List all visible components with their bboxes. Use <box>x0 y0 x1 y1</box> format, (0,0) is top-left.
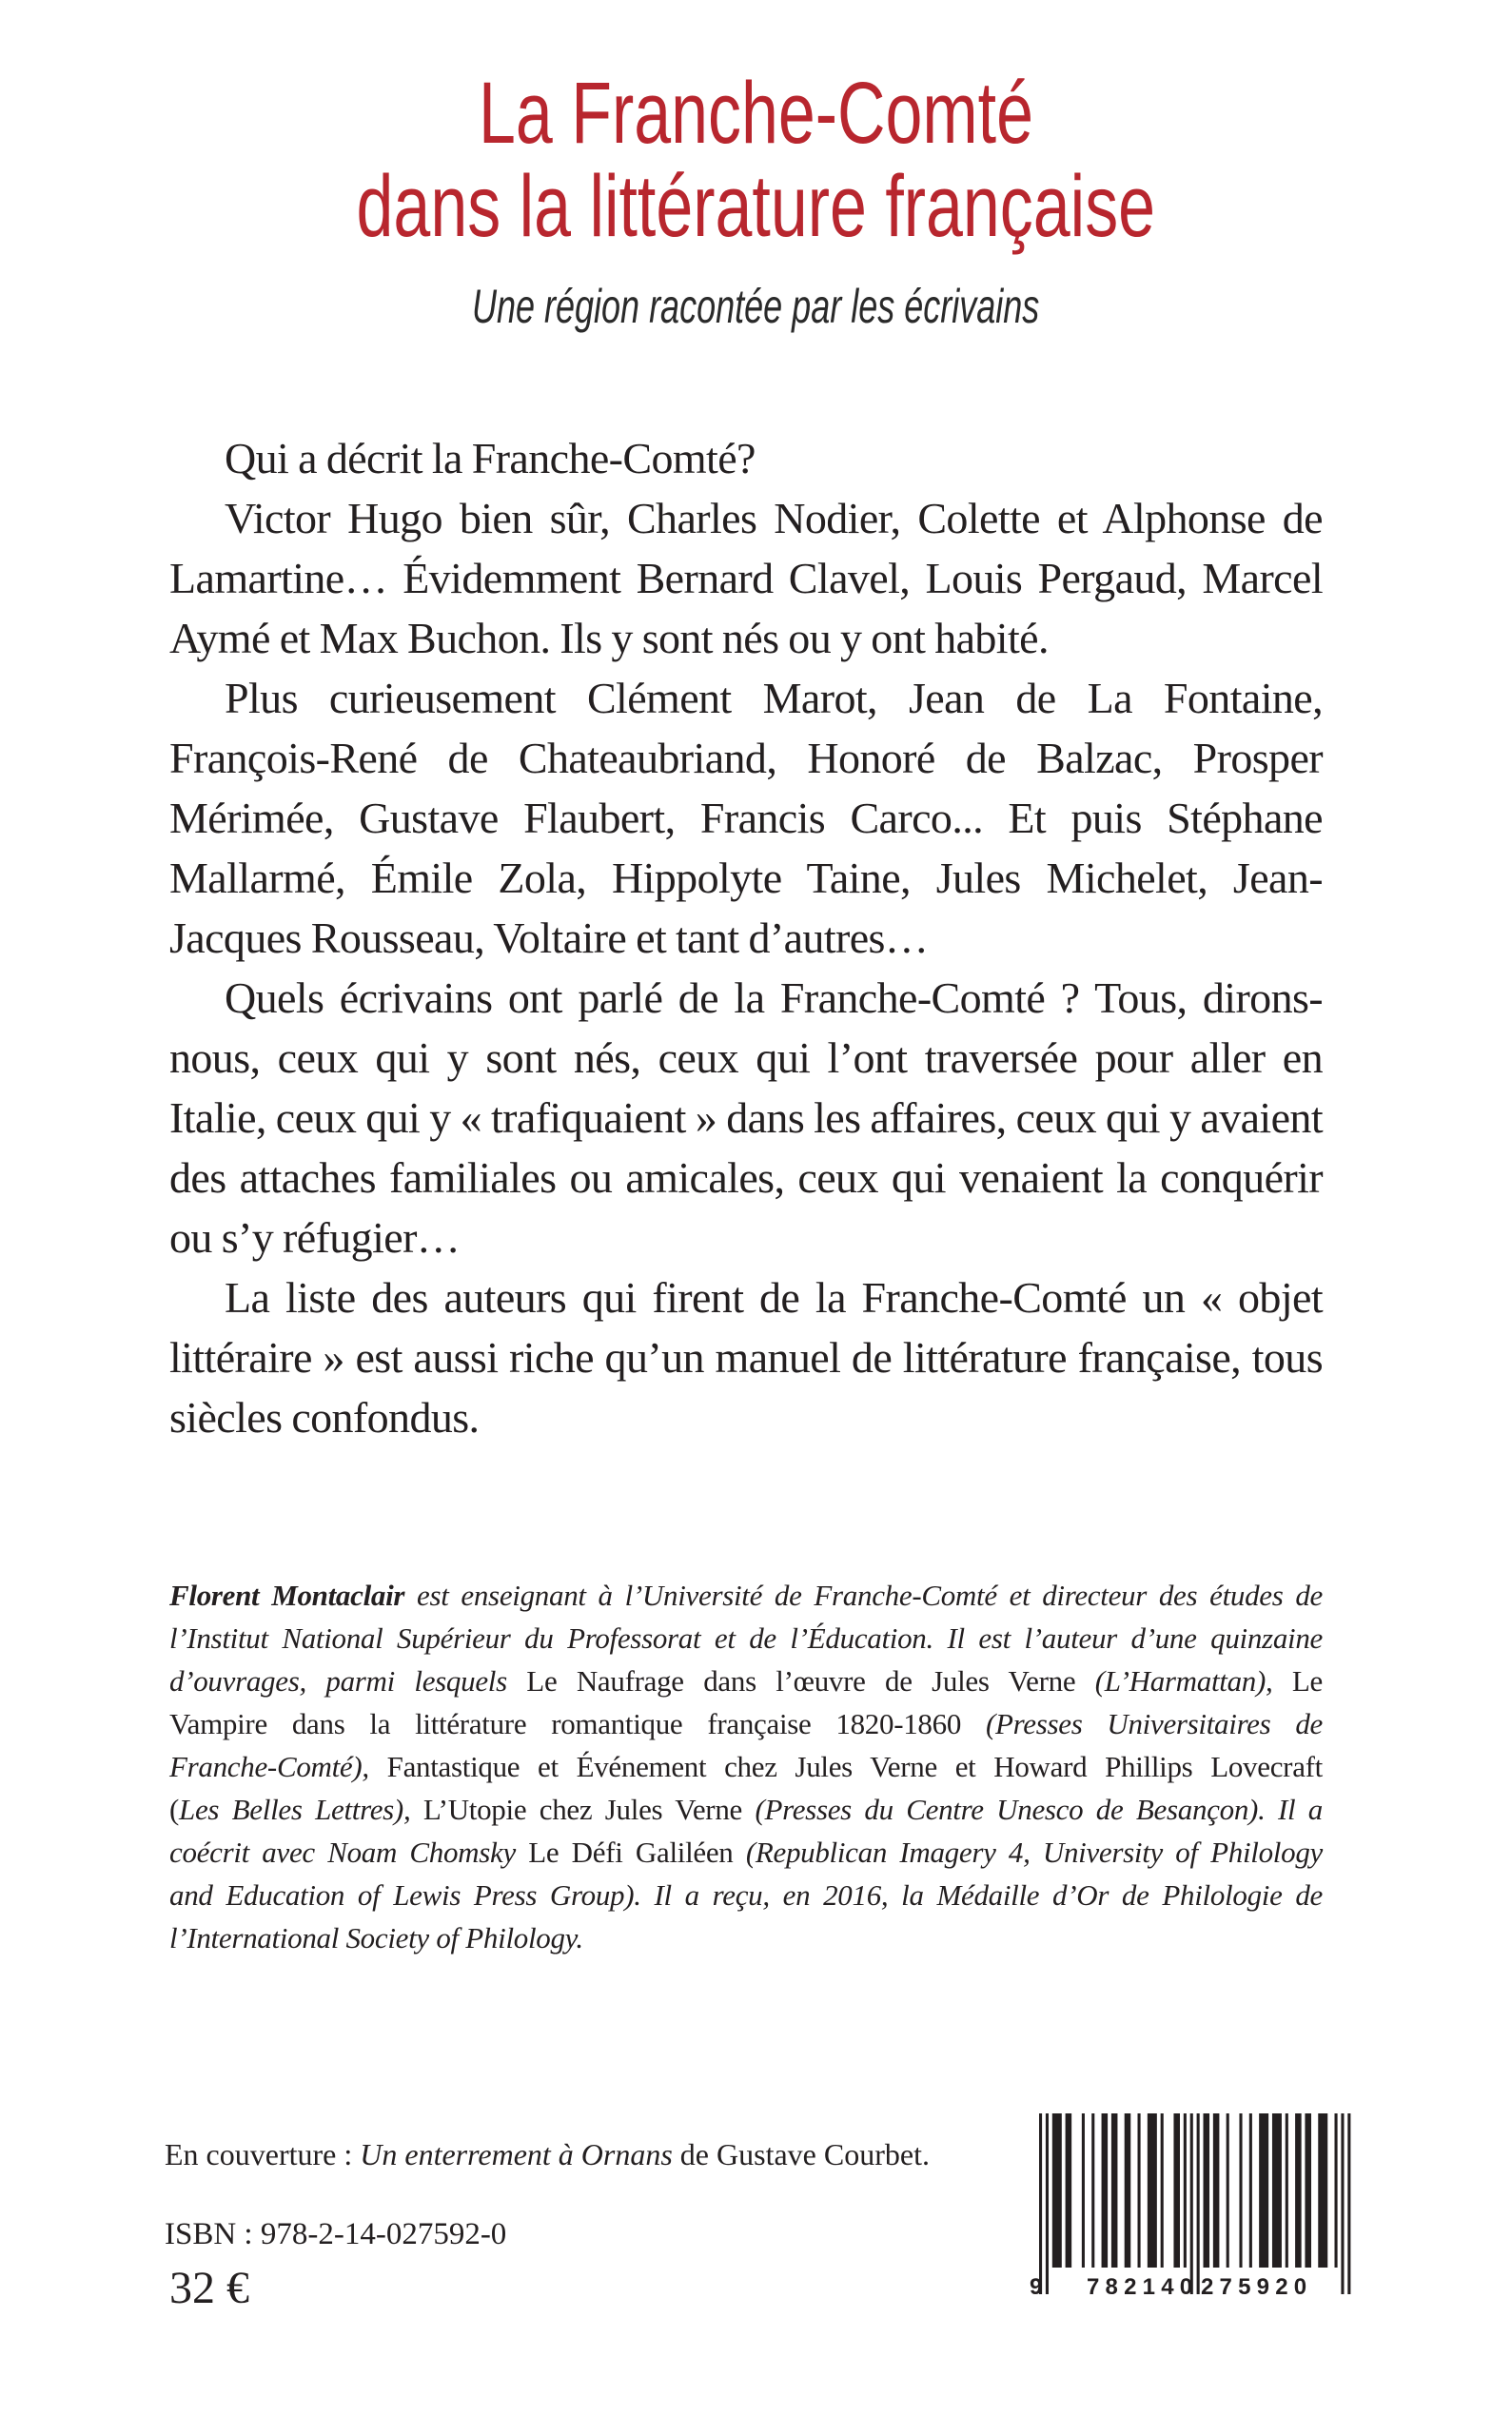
barcode-bar <box>1305 2113 1311 2268</box>
blurb-text <box>169 428 1323 1447</box>
bio-line <box>169 1617 1323 1660</box>
barcode-bar <box>1052 2113 1062 2268</box>
barcode-bar <box>1173 2113 1180 2268</box>
bio-text-run: d’ouvrages, parmi lesquels <box>169 1664 507 1698</box>
bio-text-run: Les Belles Lettres), <box>179 1793 411 1826</box>
book-title-line-1 <box>0 65 1512 162</box>
blurb-line: Jacques Rousseau, Voltaire et tant d’autres… <box>169 913 929 962</box>
barcode-guard-bar <box>1341 2113 1344 2294</box>
book-title-line-1-text: La Franche-Comté <box>479 65 1033 162</box>
bio-text-run: and Education of Lewis Press Group). Il a reçu, en 2016, la Médaille d’Or de Philologie de <box>169 1878 1323 1912</box>
book-subtitle-text: Une région racontée par les écrivains <box>472 280 1040 333</box>
bio-text-run: ( <box>169 1793 180 1826</box>
barcode-bar <box>1259 2113 1268 2268</box>
bio-text-run: est enseignant à l’Université de Franche-Comté et directeur des études de <box>404 1579 1324 1612</box>
book-subtitle <box>0 280 1512 333</box>
book-title-line-2 <box>0 158 1512 255</box>
blurb-line: littéraire » est aussi riche qu’un manuel de littérature française, tous <box>169 1333 1323 1382</box>
isbn: ISBN : 978-2-14-027592-0 <box>165 2217 507 2251</box>
blurb-line: Lamartine… Évidemment Bernard Clavel, Louis Pergaud, Marcel <box>169 554 1323 602</box>
price: 32 € <box>169 2263 249 2313</box>
blurb-line: Mallarmé, Émile Zola, Hippolyte Taine, Jules Michelet, Jean- <box>169 854 1323 902</box>
isbn-barcode <box>1018 2108 1361 2303</box>
bio-line <box>169 1574 1323 1617</box>
blurb-line: Qui a décrit la Franche-Comté? <box>225 434 756 482</box>
barcode-guard-bar <box>1046 2113 1049 2294</box>
bio-line <box>169 1874 1323 1916</box>
barcode-bar <box>1249 2113 1252 2268</box>
blurb-line: ou s’y réfugier… <box>169 1213 461 1262</box>
barcode-bar <box>1066 2113 1072 2268</box>
barcode-bar <box>1335 2113 1338 2268</box>
bio-line <box>169 1745 1323 1788</box>
blurb-line: nous, ceux qui y sont nés, ceux qui l’ont traversée pour aller en <box>169 1033 1323 1082</box>
barcode-guard-bar <box>1190 2113 1193 2294</box>
cover-credit <box>165 2137 930 2171</box>
bio-text-run: Le Défi Galiléen <box>515 1836 746 1869</box>
barcode-bar <box>1239 2113 1242 2268</box>
author-name: Florent Montaclair <box>169 1579 405 1612</box>
barcode-bar <box>1286 2113 1288 2268</box>
barcode-bar <box>1272 2113 1282 2268</box>
bio-line <box>169 1788 1323 1831</box>
cover-credit-suffix: de Gustave Courbet. <box>672 2137 930 2171</box>
book-title-line-2-text: dans la littérature française <box>356 158 1156 255</box>
bio-text-run: L’Utopie chez Jules Verne <box>410 1793 756 1826</box>
bio-text-run: l’Institut National Supérieur du Professorat et de l’Éducation. Il est l’auteur d’une quinzaine <box>169 1621 1323 1655</box>
bio-text-run: (Presses Universitaires de <box>985 1707 1323 1740</box>
blurb-line: Plus curieusement Clément Marot, Jean de La Fontaine, <box>225 674 1323 722</box>
bio-text-run: (L’Harmattan), <box>1094 1664 1273 1698</box>
bio-text-run: coécrit avec Noam Chomsky <box>169 1836 516 1869</box>
blurb-line: des attaches familiales ou amicales, ceux qui venaient la conquérir <box>169 1153 1323 1202</box>
barcode-bar <box>1295 2113 1302 2268</box>
barcode-bar <box>1161 2113 1164 2268</box>
blurb-line: siècles confondus. <box>169 1393 480 1442</box>
bio-text-run: Le Naufrage dans l’œuvre de Jules Verne <box>506 1664 1095 1698</box>
barcode-guard-bar <box>1347 2113 1350 2294</box>
barcode-digits-right: 275920 <box>1201 2274 1313 2300</box>
barcode-bar <box>1148 2113 1157 2268</box>
blurb-line: Italie, ceux qui y « trafiquaient » dans les affaires, ceux qui y avaient <box>169 1093 1323 1142</box>
bio-line <box>169 1831 1323 1874</box>
barcode-bar <box>1125 2113 1131 2268</box>
barcode-bar <box>1091 2113 1094 2268</box>
barcode-bar <box>1082 2113 1085 2268</box>
blurb-line: La liste des auteurs qui firent de la Franche-Comté un « objet <box>225 1273 1323 1322</box>
bio-line <box>169 1660 1323 1702</box>
bio-text-run: Vampire dans la littérature romantique française 1820-1860 <box>169 1707 986 1740</box>
barcode-bar <box>1227 2113 1229 2268</box>
barcode-bar <box>1138 2113 1141 2268</box>
barcode-bar <box>1213 2113 1220 2268</box>
barcode-guard-bar <box>1039 2113 1042 2294</box>
barcode-digits-left: 782140 <box>1087 2274 1199 2300</box>
cover-artwork-title: Un enterrement à Ornans <box>360 2137 673 2171</box>
barcode-bar <box>1102 2113 1109 2268</box>
barcode-bars <box>1039 2113 1350 2294</box>
barcode-digit-first: 9 <box>1030 2274 1043 2300</box>
blurb-line: Victor Hugo bien sûr, Charles Nodier, Colette et Alphonse de <box>225 494 1323 542</box>
bio-text-run: (Presses du Centre Unesco de Besançon). Il a <box>755 1793 1323 1826</box>
barcode-bar <box>1184 2113 1187 2268</box>
bio-line <box>169 1702 1323 1745</box>
barcode-bar <box>1318 2113 1327 2268</box>
bio-line <box>169 1916 1323 1959</box>
barcode-bar <box>1204 2113 1210 2268</box>
bio-text-run: Fantastique et Événement chez Jules Verne et Howard Phillips Lovecraft <box>368 1750 1323 1783</box>
barcode-bar <box>1111 2113 1118 2268</box>
blurb-line: Quels écrivains ont parlé de la Franche-Comté ? Tous, dirons- <box>225 973 1323 1022</box>
cover-credit-prefix: En couverture : <box>165 2137 361 2171</box>
blurb-line: Mérimée, Gustave Flaubert, Francis Carco... Et puis Stéphane <box>169 794 1323 842</box>
bio-text-run: l’International Society of Philology. <box>169 1921 583 1954</box>
blurb-line: François-René de Chateaubriand, Honoré de Balzac, Prosper <box>169 734 1323 782</box>
barcode-guard-bar <box>1197 2113 1200 2294</box>
bio-text-run: (Republican Imagery 4, University of Philology <box>745 1836 1323 1869</box>
blurb-line: Aymé et Max Buchon. Ils y sont nés ou y ont habité. <box>169 614 1049 662</box>
author-bio <box>169 1574 1323 1959</box>
bio-text-run: Franche-Comté), <box>169 1750 369 1783</box>
bio-text-run: Le <box>1272 1664 1323 1698</box>
